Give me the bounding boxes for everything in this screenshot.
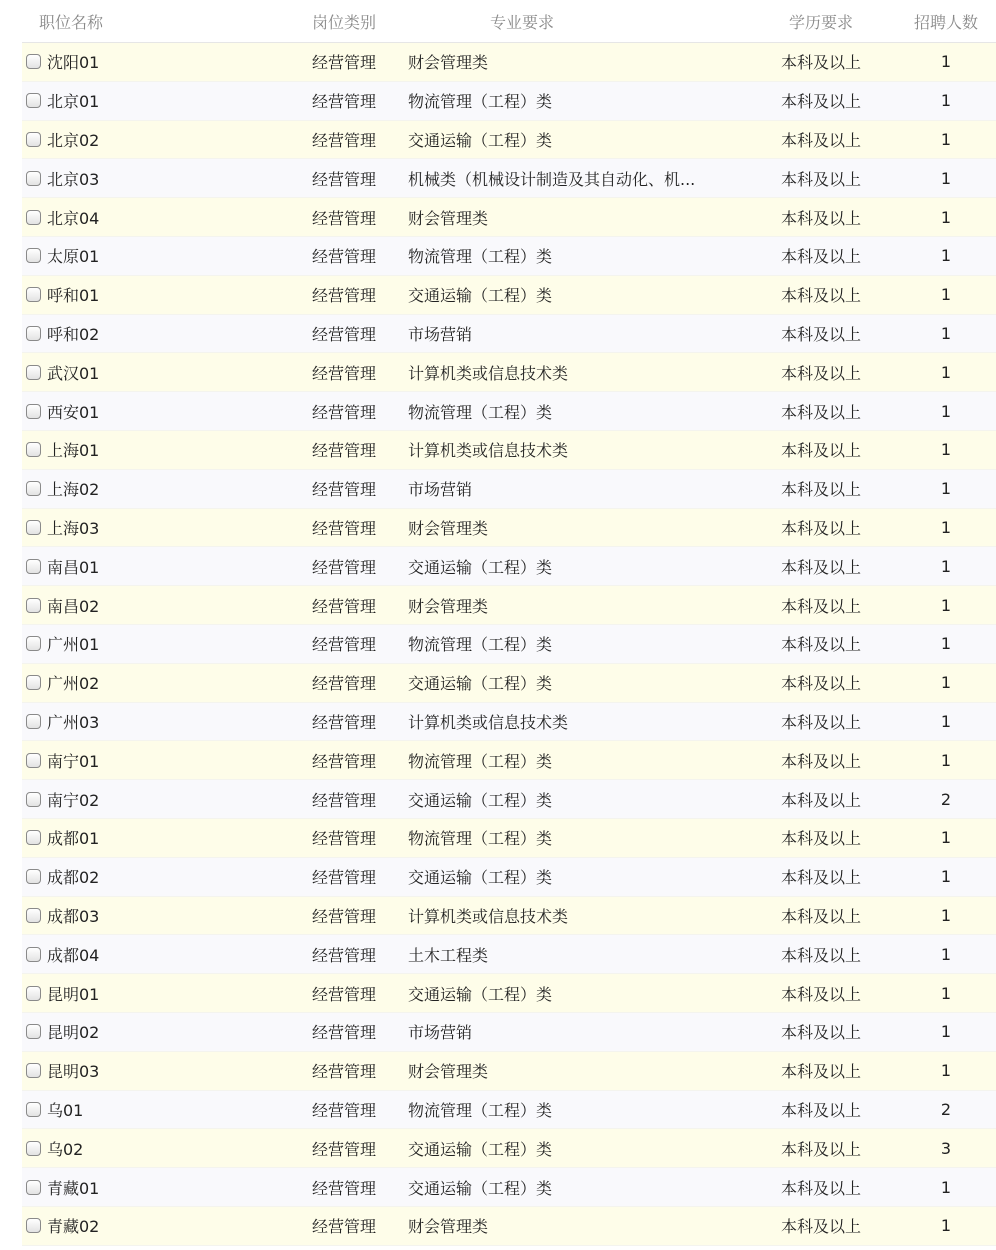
job-category: 经营管理 — [312, 169, 377, 189]
job-category: 经营管理 — [312, 1217, 377, 1237]
major-requirement: 计算机类或信息技术类 — [408, 363, 569, 383]
job-name: 南宁01 — [47, 751, 100, 771]
job-category: 经营管理 — [312, 635, 377, 655]
job-category: 经营管理 — [312, 92, 377, 112]
job-category: 经营管理 — [312, 596, 377, 616]
education-requirement: 本科及以上 — [780, 480, 861, 500]
hiring-count: 1 — [940, 52, 952, 72]
table-row[interactable] — [22, 159, 996, 198]
job-name: 南昌01 — [47, 557, 100, 577]
education-requirement: 本科及以上 — [780, 324, 861, 344]
row-checkbox[interactable] — [26, 636, 41, 651]
job-category: 经营管理 — [312, 868, 377, 888]
education-requirement: 本科及以上 — [780, 402, 861, 422]
job-name: 广州03 — [47, 712, 100, 732]
job-category: 经营管理 — [312, 674, 377, 694]
job-name-cell — [22, 1059, 290, 1082]
row-checkbox[interactable] — [26, 132, 41, 147]
job-name-cell — [22, 206, 290, 229]
table-row[interactable] — [22, 819, 996, 858]
job-name-cell — [22, 671, 290, 694]
row-checkbox[interactable] — [26, 1218, 41, 1233]
hiring-count: 1 — [940, 362, 952, 382]
job-table — [22, 0, 996, 1246]
table-row[interactable] — [22, 82, 996, 121]
job-name: 成都03 — [47, 906, 100, 926]
hiring-count: 2 — [940, 789, 952, 809]
table-row[interactable] — [22, 276, 996, 315]
education-requirement: 本科及以上 — [780, 441, 861, 461]
hiring-count: 1 — [940, 479, 952, 499]
job-name-cell — [22, 322, 290, 345]
row-checkbox[interactable] — [26, 908, 41, 923]
row-checkbox[interactable] — [26, 404, 41, 419]
row-checkbox[interactable] — [26, 1024, 41, 1039]
row-checkbox[interactable] — [26, 442, 41, 457]
hiring-count: 1 — [940, 867, 952, 887]
job-name: 广州02 — [47, 674, 100, 694]
row-checkbox[interactable] — [26, 210, 41, 225]
table-row[interactable] — [22, 431, 996, 470]
education-requirement: 本科及以上 — [780, 674, 861, 694]
job-name: 昆明03 — [47, 1062, 100, 1082]
major-requirement: 交通运输（工程）类 — [408, 790, 553, 810]
table-row[interactable] — [22, 392, 996, 431]
column-header-education: 学历要求 — [788, 12, 853, 32]
major-requirement: 机械类（机械设计制造及其自动化、机... — [408, 169, 696, 189]
table-row[interactable] — [22, 664, 996, 703]
table-row[interactable] — [22, 198, 996, 237]
job-name-cell — [22, 1098, 290, 1121]
hiring-count: 1 — [940, 711, 952, 731]
job-name: 呼和01 — [47, 286, 100, 306]
job-name: 北京04 — [47, 208, 100, 228]
major-requirement: 财会管理类 — [408, 518, 489, 538]
row-checkbox[interactable] — [26, 54, 41, 69]
major-requirement: 交通运输（工程）类 — [408, 984, 553, 1004]
hiring-count: 1 — [940, 246, 952, 266]
job-category: 经营管理 — [312, 751, 377, 771]
major-requirement: 交通运输（工程）类 — [408, 557, 553, 577]
education-requirement: 本科及以上 — [780, 1023, 861, 1043]
hiring-count: 1 — [940, 673, 952, 693]
table-row[interactable] — [22, 586, 996, 625]
job-name-cell — [22, 710, 290, 733]
education-requirement: 本科及以上 — [780, 286, 861, 306]
row-checkbox[interactable] — [26, 1063, 41, 1078]
row-checkbox[interactable] — [26, 986, 41, 1001]
table-row[interactable] — [22, 509, 996, 548]
table-row[interactable] — [22, 547, 996, 586]
major-requirement: 财会管理类 — [408, 596, 489, 616]
education-requirement: 本科及以上 — [780, 868, 861, 888]
row-checkbox[interactable] — [26, 714, 41, 729]
major-requirement: 交通运输（工程）类 — [408, 674, 553, 694]
hiring-count: 1 — [940, 1022, 952, 1042]
education-requirement: 本科及以上 — [780, 208, 861, 228]
job-category: 经营管理 — [312, 130, 377, 150]
major-requirement: 财会管理类 — [408, 53, 489, 73]
job-name: 青藏02 — [47, 1217, 100, 1237]
row-checkbox[interactable] — [26, 481, 41, 496]
hiring-count: 1 — [940, 1177, 952, 1197]
job-name: 西安01 — [47, 402, 100, 422]
hiring-count: 1 — [940, 401, 952, 421]
job-name-cell — [22, 438, 290, 461]
table-row[interactable] — [22, 1091, 996, 1130]
job-name-cell — [22, 749, 290, 772]
column-header-category: 岗位类别 — [312, 12, 377, 32]
row-checkbox[interactable] — [26, 248, 41, 263]
hiring-count: 1 — [940, 517, 952, 537]
job-name-cell — [22, 167, 290, 190]
education-requirement: 本科及以上 — [780, 247, 861, 267]
job-category: 经营管理 — [312, 906, 377, 926]
major-requirement: 交通运输（工程）类 — [408, 130, 553, 150]
hiring-count: 1 — [940, 1216, 952, 1236]
job-name: 武汉01 — [47, 363, 100, 383]
job-name: 南宁02 — [47, 790, 100, 810]
education-requirement: 本科及以上 — [780, 906, 861, 926]
row-checkbox[interactable] — [26, 675, 41, 690]
job-name: 上海02 — [47, 480, 100, 500]
education-requirement: 本科及以上 — [780, 1062, 861, 1082]
table-row[interactable] — [22, 1168, 996, 1207]
education-requirement: 本科及以上 — [780, 596, 861, 616]
job-category: 经营管理 — [312, 1139, 377, 1159]
major-requirement: 计算机类或信息技术类 — [408, 906, 569, 926]
hiring-count: 3 — [940, 1138, 952, 1158]
table-row[interactable] — [22, 858, 996, 897]
job-name-cell — [22, 1020, 290, 1043]
hiring-count: 1 — [940, 944, 952, 964]
table-row[interactable] — [22, 935, 996, 974]
education-requirement: 本科及以上 — [780, 169, 861, 189]
job-name: 成都01 — [47, 829, 100, 849]
job-category: 经营管理 — [312, 480, 377, 500]
hiring-count: 1 — [940, 285, 952, 305]
hiring-count: 1 — [940, 634, 952, 654]
hiring-count: 1 — [940, 595, 952, 615]
major-requirement: 物流管理（工程）类 — [408, 751, 553, 771]
job-category: 经营管理 — [312, 208, 377, 228]
education-requirement: 本科及以上 — [780, 635, 861, 655]
table-row[interactable] — [22, 741, 996, 780]
major-requirement: 财会管理类 — [408, 208, 489, 228]
row-checkbox[interactable] — [26, 1102, 41, 1117]
job-category: 经营管理 — [312, 790, 377, 810]
job-name-cell — [22, 244, 290, 267]
major-requirement: 市场营销 — [408, 324, 473, 344]
education-requirement: 本科及以上 — [780, 1100, 861, 1120]
job-name-cell — [22, 361, 290, 384]
table-row[interactable] — [22, 43, 996, 82]
job-name-cell — [22, 400, 290, 423]
major-requirement: 计算机类或信息技术类 — [408, 712, 569, 732]
job-name: 成都02 — [47, 868, 100, 888]
job-category: 经营管理 — [312, 441, 377, 461]
job-name: 呼和02 — [47, 324, 100, 344]
job-category: 经营管理 — [312, 1062, 377, 1082]
row-checkbox[interactable] — [26, 753, 41, 768]
education-requirement: 本科及以上 — [780, 1178, 861, 1198]
table-row[interactable] — [22, 1129, 996, 1168]
row-checkbox[interactable] — [26, 792, 41, 807]
job-category: 经营管理 — [312, 53, 377, 73]
hiring-count: 1 — [940, 556, 952, 576]
job-name: 广州01 — [47, 635, 100, 655]
major-requirement: 财会管理类 — [408, 1062, 489, 1082]
job-name-cell — [22, 128, 290, 151]
education-requirement: 本科及以上 — [780, 751, 861, 771]
job-name-cell — [22, 943, 290, 966]
job-name: 昆明02 — [47, 1023, 100, 1043]
hiring-count: 1 — [940, 323, 952, 343]
row-checkbox[interactable] — [26, 520, 41, 535]
job-name: 上海03 — [47, 518, 100, 538]
job-category: 经营管理 — [312, 1100, 377, 1120]
table-header — [22, 0, 996, 43]
job-category: 经营管理 — [312, 1178, 377, 1198]
row-checkbox[interactable] — [26, 1180, 41, 1195]
job-name: 北京03 — [47, 169, 100, 189]
table-row[interactable] — [22, 897, 996, 936]
table-row[interactable] — [22, 974, 996, 1013]
education-requirement: 本科及以上 — [780, 984, 861, 1004]
row-checkbox[interactable] — [26, 830, 41, 845]
hiring-count: 1 — [940, 168, 952, 188]
hiring-count: 1 — [940, 91, 952, 111]
major-requirement: 物流管理（工程）类 — [408, 402, 553, 422]
major-requirement: 市场营销 — [408, 1023, 473, 1043]
job-name: 青藏01 — [47, 1178, 100, 1198]
job-name-cell — [22, 632, 290, 655]
job-name-cell — [22, 1214, 290, 1237]
hiring-count: 1 — [940, 828, 952, 848]
row-checkbox[interactable] — [26, 93, 41, 108]
major-requirement: 交通运输（工程）类 — [408, 1139, 553, 1159]
job-name-cell — [22, 89, 290, 112]
job-name-cell — [22, 50, 290, 73]
job-category: 经营管理 — [312, 324, 377, 344]
table-row[interactable] — [22, 780, 996, 819]
job-name: 上海01 — [47, 441, 100, 461]
major-requirement: 市场营销 — [408, 480, 473, 500]
table-row[interactable] — [22, 1207, 996, 1246]
education-requirement: 本科及以上 — [780, 712, 861, 732]
table-row[interactable] — [22, 353, 996, 392]
row-checkbox[interactable] — [26, 598, 41, 613]
job-category: 经营管理 — [312, 557, 377, 577]
hiring-count: 2 — [940, 1099, 952, 1119]
job-name-cell — [22, 1176, 290, 1199]
hiring-count: 1 — [940, 983, 952, 1003]
job-category: 经营管理 — [312, 402, 377, 422]
table-row[interactable] — [22, 121, 996, 160]
job-category: 经营管理 — [312, 829, 377, 849]
job-name-cell — [22, 477, 290, 500]
column-header-major: 专业要求 — [489, 12, 554, 32]
job-name: 北京01 — [47, 92, 100, 112]
table-body — [22, 43, 996, 1246]
job-category: 经营管理 — [312, 712, 377, 732]
hiring-count: 1 — [940, 129, 952, 149]
education-requirement: 本科及以上 — [780, 518, 861, 538]
job-name: 南昌02 — [47, 596, 100, 616]
education-requirement: 本科及以上 — [780, 945, 861, 965]
job-category: 经营管理 — [312, 286, 377, 306]
job-name-cell — [22, 555, 290, 578]
row-checkbox[interactable] — [26, 559, 41, 574]
row-checkbox[interactable] — [26, 869, 41, 884]
hiring-count: 1 — [940, 207, 952, 227]
hiring-count: 1 — [940, 1061, 952, 1081]
job-name-cell — [22, 1137, 290, 1160]
major-requirement: 财会管理类 — [408, 1217, 489, 1237]
job-name: 昆明01 — [47, 984, 100, 1004]
row-checkbox[interactable] — [26, 947, 41, 962]
major-requirement: 物流管理（工程）类 — [408, 829, 553, 849]
job-name-cell — [22, 865, 290, 888]
job-name-cell — [22, 826, 290, 849]
job-category: 经营管理 — [312, 518, 377, 538]
job-name-cell — [22, 516, 290, 539]
table-row[interactable] — [22, 703, 996, 742]
job-category: 经营管理 — [312, 945, 377, 965]
job-name-cell — [22, 982, 290, 1005]
job-category: 经营管理 — [312, 1023, 377, 1043]
job-name: 乌02 — [47, 1139, 84, 1159]
education-requirement: 本科及以上 — [780, 92, 861, 112]
table-row[interactable] — [22, 237, 996, 276]
education-requirement: 本科及以上 — [780, 1139, 861, 1159]
hiring-count: 1 — [940, 440, 952, 460]
table-row[interactable] — [22, 1013, 996, 1052]
major-requirement: 土木工程类 — [408, 945, 489, 965]
major-requirement: 交通运输（工程）类 — [408, 868, 553, 888]
major-requirement: 物流管理（工程）类 — [408, 92, 553, 112]
education-requirement: 本科及以上 — [780, 1217, 861, 1237]
job-category: 经营管理 — [312, 984, 377, 1004]
major-requirement: 物流管理（工程）类 — [408, 635, 553, 655]
job-name: 成都04 — [47, 945, 100, 965]
job-name-cell — [22, 904, 290, 927]
education-requirement: 本科及以上 — [780, 53, 861, 73]
major-requirement: 物流管理（工程）类 — [408, 1100, 553, 1120]
table-row[interactable] — [22, 315, 996, 354]
major-requirement: 交通运输（工程）类 — [408, 286, 553, 306]
job-name: 乌01 — [47, 1100, 84, 1120]
table-row[interactable] — [22, 625, 996, 664]
row-checkbox[interactable] — [26, 326, 41, 341]
education-requirement: 本科及以上 — [780, 130, 861, 150]
job-name: 太原01 — [47, 247, 100, 267]
row-checkbox[interactable] — [26, 365, 41, 380]
job-category: 经营管理 — [312, 247, 377, 267]
major-requirement: 交通运输（工程）类 — [408, 1178, 553, 1198]
major-requirement: 物流管理（工程）类 — [408, 247, 553, 267]
row-checkbox[interactable] — [26, 1141, 41, 1156]
hiring-count: 1 — [940, 905, 952, 925]
education-requirement: 本科及以上 — [780, 790, 861, 810]
education-requirement: 本科及以上 — [780, 557, 861, 577]
table-row[interactable] — [22, 470, 996, 509]
job-category: 经营管理 — [312, 363, 377, 383]
row-checkbox[interactable] — [26, 287, 41, 302]
hiring-count: 1 — [940, 750, 952, 770]
table-row[interactable] — [22, 1052, 996, 1091]
job-name-cell — [22, 788, 290, 811]
education-requirement: 本科及以上 — [780, 363, 861, 383]
column-header-name: 职位名称 — [39, 12, 104, 32]
job-name: 沈阳01 — [47, 53, 100, 73]
education-requirement: 本科及以上 — [780, 829, 861, 849]
job-name-cell — [22, 283, 290, 306]
job-name: 北京02 — [47, 130, 100, 150]
job-name-cell — [22, 594, 290, 617]
row-checkbox[interactable] — [26, 171, 41, 186]
column-header-count: 招聘人数 — [913, 12, 978, 32]
major-requirement: 计算机类或信息技术类 — [408, 441, 569, 461]
